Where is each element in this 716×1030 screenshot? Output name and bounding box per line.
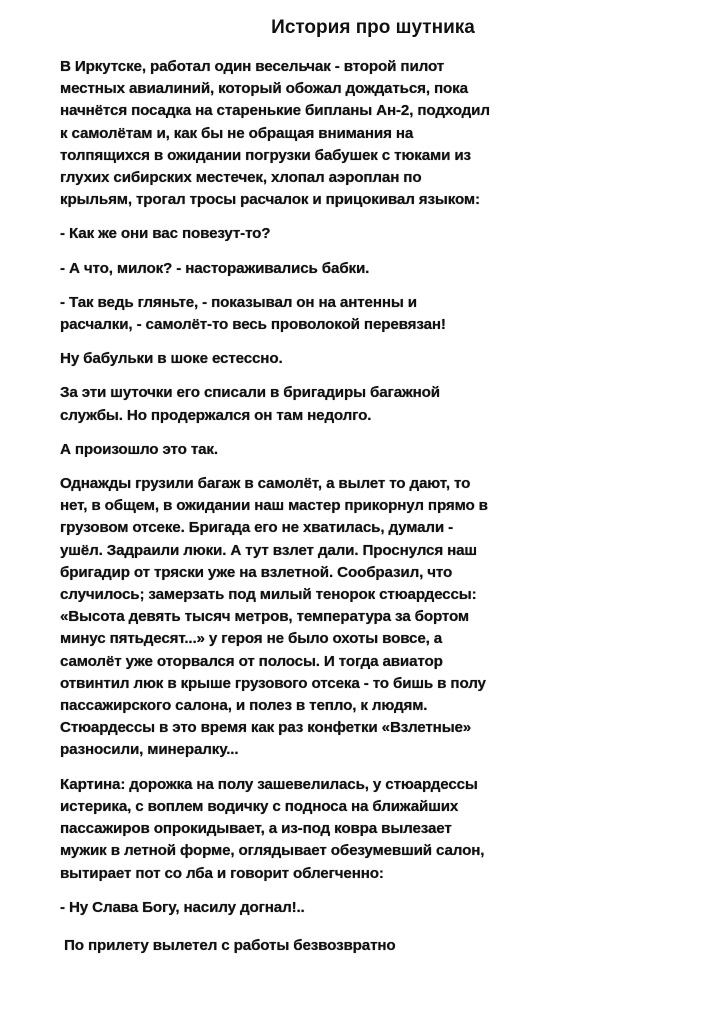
paragraph-quote: - Ну Слава Богу, насилу догнал!.. xyxy=(60,898,305,916)
paragraph-dialogue-grannies: - А что, милок? - настораживались бабки. xyxy=(60,259,370,277)
paragraph-story: Однажды грузили багаж в самолёт, а вылет то дают, то нет, в общем, в ожидании наш мастер прикорнул прямо в грузовом отсеке. Бригада его не хватилась, думали - ушёл. Задраили люки. А тут взлет дали. Проснулся наш бригадир от тряски уже на взлетной. Сообразил, что случилось; замерзать под милый тенорок стюардессы: «Высота девять тысяч метров, температура за бортом минус пятьдесят...» у героя не было охоты вовсе, а самолёт уже оторвался от полосы. И тогда авиатор отвинтил люк в крыше грузового отсека - то бишь в полу пассажирского салона, и полез в тепло, к людям. Стюардессы в это время как раз конфетки «Взлетные» разносили, минералку... xyxy=(60,475,488,759)
paragraph-intro: В Иркутске, работал один весельчак - второй пилот местных авиалиний, который обожал дождаться, пока начнётся посадка на старенькие бипланы Ан-2, подходил к самолётам и, как бы не обращая внимания на толпящихся в ожидании погрузки бабушек с тюками из глухих сибирских местечек, хлопал аэроплан по крыльям, трогал тросы расчалок и прицокивал языком: xyxy=(60,58,490,209)
paragraph-dialogue-question: - Как же они вас повезут-то? xyxy=(60,225,271,243)
paragraph-scene: Картина: дорожка на полу зашевелилась, у стюардессы истерика, с воплем водичку с подноса на ближайших пассажиров опрокидывает, а из-под ковра вылезает мужик в летной форме, оглядывает обезумевший салон, вытирает пот со лба и говорит облегченно: xyxy=(60,775,485,882)
paragraph-ending: По прилету вылетел с работы безвозвратно xyxy=(64,936,396,954)
paragraph-how-it-happened: А произошло это так. xyxy=(60,440,218,458)
paragraph-shock: Ну бабульки в шоке естессно. xyxy=(60,350,283,368)
document-title: История про шутника xyxy=(271,17,475,38)
paragraph-dialogue-wires: - Так ведь гляньте, - показывал он на антенны и расчалки, - самолёт-то весь проволокой перевязан! xyxy=(60,293,446,334)
paragraph-demoted: За эти шуточки его списали в бригадиры багажной службы. Но продержался он там недолго. xyxy=(60,384,440,424)
